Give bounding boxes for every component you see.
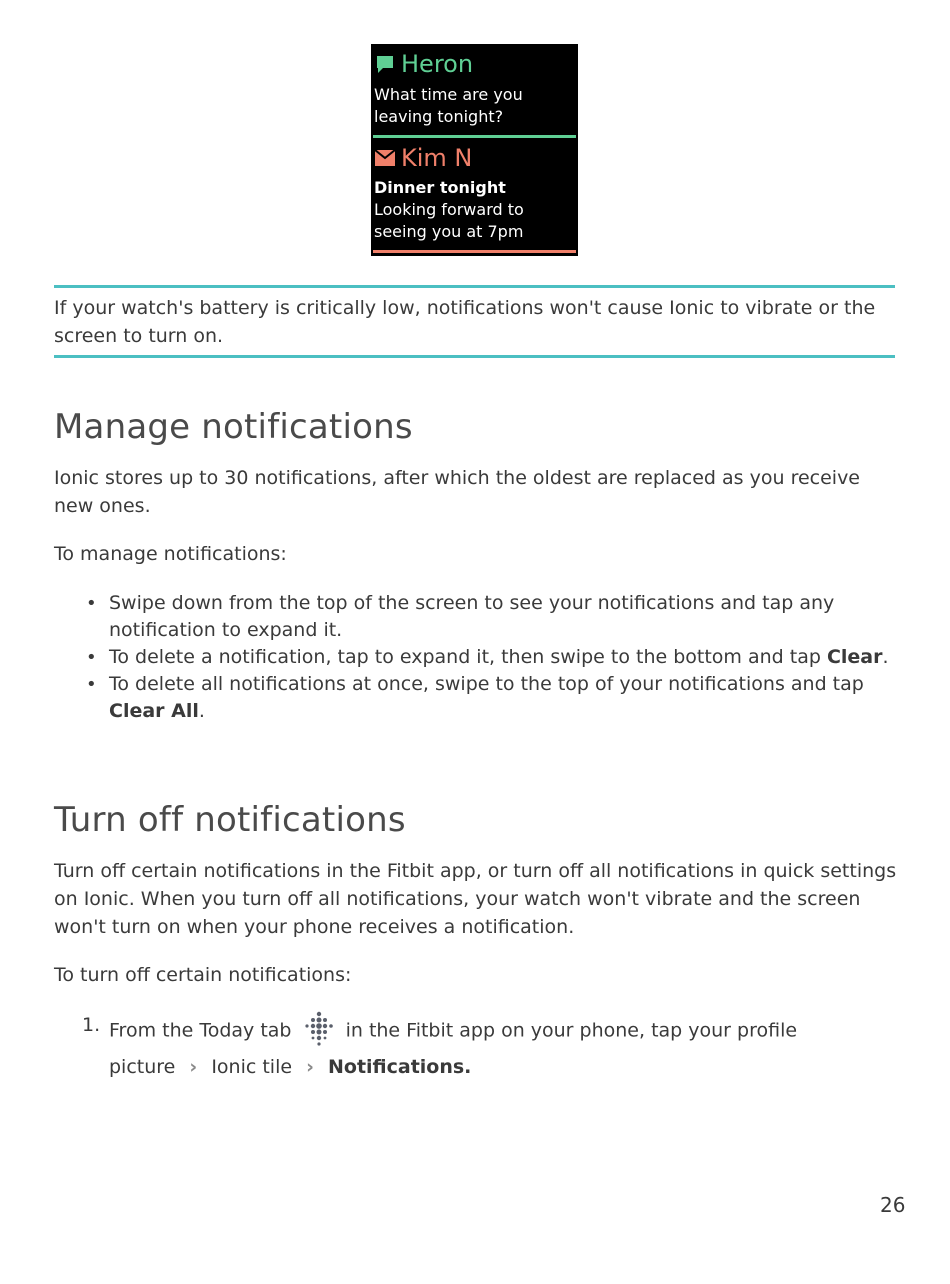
page-number: 26: [880, 1193, 906, 1217]
manage-lead: To manage notifications:: [54, 543, 287, 565]
turnoff-intro: Turn off certain notifications in the Fitbit app, or turn off all notifications in quick settings on Ionic. When you turn off all notifications, your watch won't vibrate and the screen won't turn on when your phone receives a notification.: [54, 860, 897, 938]
notification-message: Looking forward to seeing you at 7pm: [374, 200, 524, 241]
callout-bottom-rule: [54, 355, 895, 358]
chevron-right-icon: ›: [306, 1056, 314, 1078]
notification-heron-header: [375, 50, 473, 78]
notification-subject: Dinner tonight: [374, 178, 506, 197]
section-heading-turnoff: Turn off notifications: [54, 800, 406, 840]
watch-notifications-image: [371, 44, 578, 256]
list-item: • To delete a notification, tap to expand it, then swipe to the bottom and tap Clear.: [54, 644, 899, 671]
list-item: 1. From the Today tab in the Fitbit app on your phone, tap your profile picture › Ionic tile › Notifications.: [54, 1010, 899, 1083]
notification-kim-header: [375, 144, 472, 172]
fitbit-today-icon: [298, 1010, 340, 1052]
list-item: • To delete all notifications at once, swipe to the top of your notifications and tap Clear All.: [54, 671, 899, 725]
section-heading-manage: Manage notifications: [54, 407, 413, 447]
turnoff-lead: To turn off certain notifications:: [54, 964, 352, 986]
notification-sender: Heron: [401, 50, 474, 78]
turnoff-steps-list: [54, 1010, 899, 1083]
chat-bubble-icon: [375, 54, 395, 74]
callout-text: If your watch's battery is critically low, notifications won't cause Ionic to vibrate or the screen to turn on.: [54, 297, 876, 347]
chevron-right-icon: ›: [189, 1056, 198, 1078]
notification-message: What time are you leaving tonight?: [374, 85, 523, 126]
callout-top-rule: [54, 285, 895, 288]
step-number: 1.: [82, 1014, 101, 1036]
notification-sender: Kim N: [401, 144, 473, 172]
manage-intro: Ionic stores up to 30 notifications, after which the oldest are replaced as you receive new ones.: [54, 467, 860, 517]
notification-divider: [373, 135, 576, 138]
envelope-icon: [375, 150, 395, 166]
manage-bullet-list: [54, 590, 899, 725]
list-item: • Swipe down from the top of the screen to see your notifications and tap any notification to expand it.: [54, 590, 899, 644]
notification-divider: [373, 250, 576, 253]
